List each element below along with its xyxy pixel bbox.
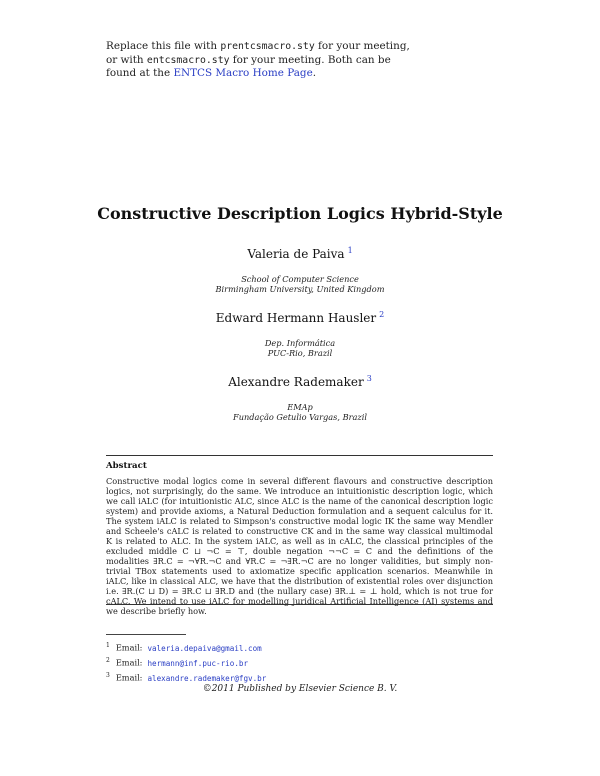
abstract-text: Constructive modal logics come in several different flavours and constructive description logics, not surprisingly, do the same. We introduce an intuitionistic description logic, which we call iALC (for intuitionistic ALC, since ALC is the name of the canonical description logic system) and provide axioms, a Natural Deduction formulation and a sequent calculus for it. The system iALC is related to Simpson's constructive modal logic IK the same way Mendler and Scheele's cALC is related to constructive CK and in the same way classical multimodal K is related to ALC. In the system iALC, as well as in cALC, the classical principles of the excluded middle C ⊔ ¬C = ⊤, double negation ¬¬C = C and the definitions of the modalities ∃R.C = ¬∀R.¬C and ∀R.C = ¬∃R.¬C are no longer validities, but simply non-trivial TBox statements used to axiomatize specific application scenarios. Meanwhile in iALC, like in classical ALC, we have that the distribution of existential roles over disjunction i.e. ∃R.(C ⊔ D) = ∃R.C ⊔ ∃R.D and (the nullary case) ∃R.⊥ = ⊥ hold, which is not true for cALC. We intend to use iALC for modelling juridical Artificial Intelligence (AI) systems and we describe briefly how.	[106, 476, 493, 616]
note-text: Replace this file with	[106, 40, 221, 52]
author-name: Alexandre Rademaker	[228, 375, 364, 389]
affiliation-3	[0, 402, 600, 422]
footnote-number: 1	[106, 642, 110, 649]
footnote-mark-link[interactable]: 1	[347, 246, 353, 255]
affiliation-line: EMAp	[287, 402, 313, 412]
affiliation-line: Birmingham University, United Kingdom	[215, 284, 385, 294]
note-text: found at the	[106, 67, 174, 79]
macro-note-line-1	[106, 40, 426, 54]
note-text: .	[312, 67, 317, 79]
author-name: Edward Hermann Hausler	[215, 311, 377, 325]
author-1	[0, 246, 600, 261]
email-link[interactable]: alexandre.rademaker@fgv.br	[147, 674, 267, 684]
macro-note	[106, 40, 426, 80]
abstract-top-rule	[106, 455, 493, 456]
affiliation-line: School of Computer Science	[241, 274, 359, 284]
email-link[interactable]: valeria.depaiva@gmail.com	[147, 643, 262, 653]
entcsmacro-filename: entcsmacro.sty	[146, 54, 230, 66]
footnote-1	[106, 640, 266, 655]
author-3	[0, 374, 600, 389]
affiliation-line: Dep. Informática	[264, 338, 336, 348]
author-name: Valeria de Paiva	[247, 247, 345, 261]
footnote-number: 2	[106, 657, 110, 665]
abstract-heading: Abstract	[106, 461, 147, 471]
footnote-mark-link[interactable]: 2	[379, 310, 385, 319]
footnote-rule	[106, 634, 186, 635]
footnote-mark-link[interactable]: 3	[366, 374, 372, 383]
footnote-label: Email:	[115, 657, 143, 668]
abstract-body	[106, 476, 493, 616]
prentcsmacro-filename: prentcsmacro.sty	[220, 41, 315, 52]
note-text: for your meeting,	[314, 40, 410, 52]
affiliation-line: Fundação Getulio Vargas, Brazil	[233, 412, 367, 422]
entcs-macro-home-page-link[interactable]: ENTCS Macro Home Page	[173, 67, 313, 79]
affiliation-line: PUC-Rio, Brazil	[267, 348, 333, 358]
macro-note-line-3	[106, 67, 426, 80]
paper-title: Constructive Description Logics Hybrid-Style	[97, 204, 503, 223]
footnote-2	[106, 655, 266, 670]
footnote-label: Email:	[115, 673, 143, 684]
email-link[interactable]: hermann@inf.puc-rio.br	[147, 658, 249, 668]
affiliation-1	[0, 274, 600, 294]
copyright-line: ©2011 Published by Elsevier Science B. V.	[202, 684, 398, 694]
author-2	[0, 310, 600, 325]
abstract-bottom-rule	[106, 604, 493, 605]
footnote-number: 3	[106, 672, 110, 680]
note-text: for your meeting. Both can be	[229, 53, 391, 66]
note-text: or with	[106, 53, 147, 66]
footnotes	[106, 640, 266, 686]
macro-note-line-2	[106, 54, 426, 68]
footnote-label: Email:	[115, 642, 143, 653]
affiliation-2	[0, 338, 600, 358]
